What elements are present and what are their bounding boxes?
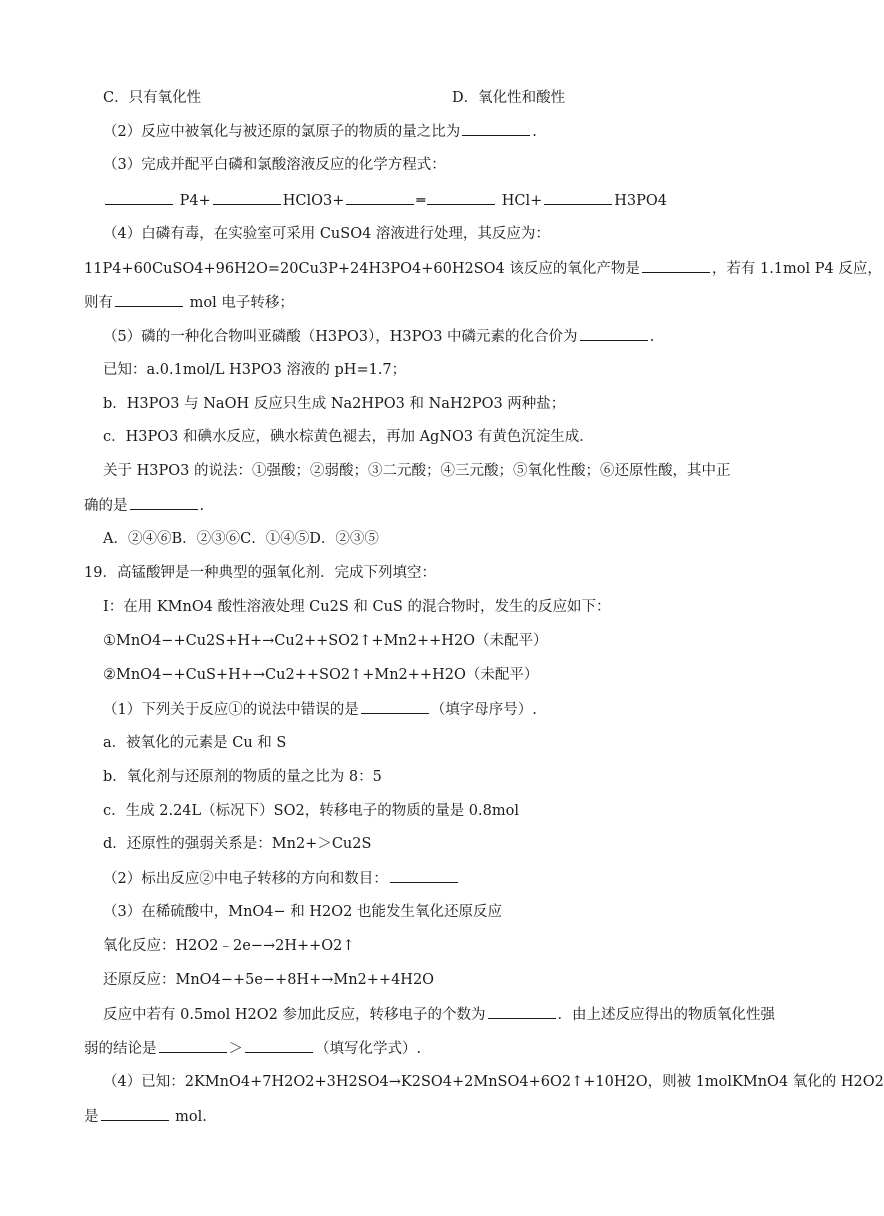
q19-1-end: （填字母序号）. [430, 702, 537, 718]
answer-blank [361, 699, 429, 714]
oxidation-half: 氧化反应：H2O2﹣2e−→2H++O2↑ [103, 938, 355, 954]
q19-2-text: （2）标出反应②中电子转移的方向和数目： [103, 871, 388, 887]
answer-blank [115, 292, 183, 307]
eq-h3po4: H3PO4 [614, 193, 668, 209]
question-19: 19．高锰酸钾是一种典型的强氧化剂．完成下列填空： [84, 565, 436, 581]
coef-blank [427, 190, 495, 205]
electrons-post: ．由上述反应得出的物质氧化性强 [557, 1007, 775, 1023]
conclusion-gt: ＞ [228, 1041, 243, 1057]
q5-end: . [649, 329, 655, 345]
q2-end: . [532, 124, 537, 140]
reaction-text-end: ，若有 1.1mol P4 反应， [711, 261, 882, 277]
correct-pre: 确的是 [84, 498, 128, 514]
electrons-text: 反应中若有 0.5mol H2O2 参加此反应，转移电子的个数为 [103, 1007, 486, 1023]
reaction-text: 11P4+60CuSO4+96H2O=20Cu3P+24H3PO4+60H2SO4 该反应的氧化产物是 [84, 261, 640, 277]
q19-4: （4）已知：2KMnO4+7H2O2+3H2SO4→K2SO4+2MnSO4+6O2↑+10H2O，则被 1molKMnO4 氧化的 H2O2 [103, 1074, 884, 1090]
q19-3: （3）在稀硫酸中，MnO4− 和 H2O2 也能发生氧化还原反应 [103, 904, 502, 920]
answer-blank [130, 495, 198, 510]
conclusion-pre: 弱的结论是 [84, 1041, 157, 1057]
answer-blank [580, 326, 648, 341]
q19-1-text: （1）下列关于反应①的说法中错误的是 [103, 702, 359, 718]
coef-blank [105, 190, 173, 205]
option-c: C．只有氧化性 [103, 90, 202, 106]
q5-text: （5）磷的一种化合物叫亚磷酸（H3PO3），H3PO3 中磷元素的化合价为 [103, 329, 578, 345]
coef-blank [346, 190, 414, 205]
coef-blank [544, 190, 612, 205]
final-post: mol. [175, 1109, 207, 1125]
reduction-half: 还原反应：MnO4−+5e−+8H+→Mn2++4H2O [103, 972, 435, 988]
correct-line [84, 495, 204, 516]
conclusion-line [84, 1038, 421, 1059]
final-pre: 是 [84, 1109, 99, 1125]
answer-blank [462, 121, 530, 136]
electrons-count [103, 1004, 775, 1025]
options-line: A．②④⑥B．②③⑥C．①④⑤D．②③⑤ [103, 531, 379, 547]
reaction-line [84, 258, 882, 279]
choice-c: c．生成 2.24L（标况下）SO2，转移电子的物质的量是 0.8mol [103, 803, 519, 819]
eq-sign: ═ [416, 193, 426, 209]
question-3: （3）完成并配平白磷和氯酸溶液反应的化学方程式： [103, 157, 446, 173]
eq-hclo3: HClO3+ [282, 193, 345, 209]
answer-blank [390, 868, 458, 883]
reaction-2: ②MnO4−+CuS+H+→Cu2++SO2↑+Mn2++H2O（未配平） [103, 667, 539, 683]
q19-1 [103, 699, 537, 720]
eq-hcl: HCl+ [501, 193, 543, 209]
eq-p4: P4+ [179, 193, 211, 209]
answer-blank [245, 1038, 313, 1053]
answer-blank [642, 258, 710, 273]
choice-d: d．还原性的强弱关系是：Mn2+＞Cu2S [103, 836, 372, 852]
coef-blank [213, 190, 281, 205]
correct-end: . [199, 498, 205, 514]
answer-blank [159, 1038, 227, 1053]
question-2 [103, 121, 537, 142]
electron-line [84, 292, 294, 313]
option-d: D．氧化性和酸性 [452, 90, 566, 106]
question-4: （4）白磷有毒，在实验室可采用 CuSO4 溶液进行处理，其反应为： [103, 226, 550, 242]
electron-pre: 则有 [84, 295, 113, 311]
known-c: c．H3PO3 和碘水反应，碘水棕黄色褪去，再加 AgNO3 有黄色沉淀生成． [103, 429, 594, 445]
electron-post: mol 电子转移； [189, 295, 294, 311]
answer-blank [488, 1004, 556, 1019]
equation-line [103, 190, 667, 211]
known-a: 已知：a.0.1mol/L H3PO3 溶液的 pH=1.7； [103, 362, 407, 378]
statements: 关于 H3PO3 的说法：①强酸；②弱酸；③二元酸；④三元酸；⑤氧化性酸；⑥还原性酸，其中正 [103, 463, 731, 479]
q2-text: （2）反应中被氧化与被还原的氯原子的物质的量之比为 [103, 124, 461, 140]
question-5 [103, 326, 654, 347]
final-line [84, 1106, 207, 1127]
choice-b: b．氧化剂与还原剂的物质的量之比为 8：5 [103, 769, 382, 785]
q19-2 [103, 868, 460, 889]
conclusion-post: （填写化学式）. [315, 1041, 422, 1057]
known-b: b．H3PO3 与 NaOH 反应只生成 Na2HPO3 和 NaH2PO3 两种盐； [103, 396, 566, 412]
part-i: I：在用 KMnO4 酸性溶液处理 Cu2S 和 CuS 的混合物时，发生的反应如下： [103, 599, 611, 615]
answer-blank [101, 1106, 169, 1121]
reaction-1: ①MnO4−+Cu2S+H+→Cu2++SO2↑+Mn2++H2O（未配平） [103, 633, 548, 649]
choice-a: a．被氧化的元素是 Cu 和 S [103, 735, 287, 751]
